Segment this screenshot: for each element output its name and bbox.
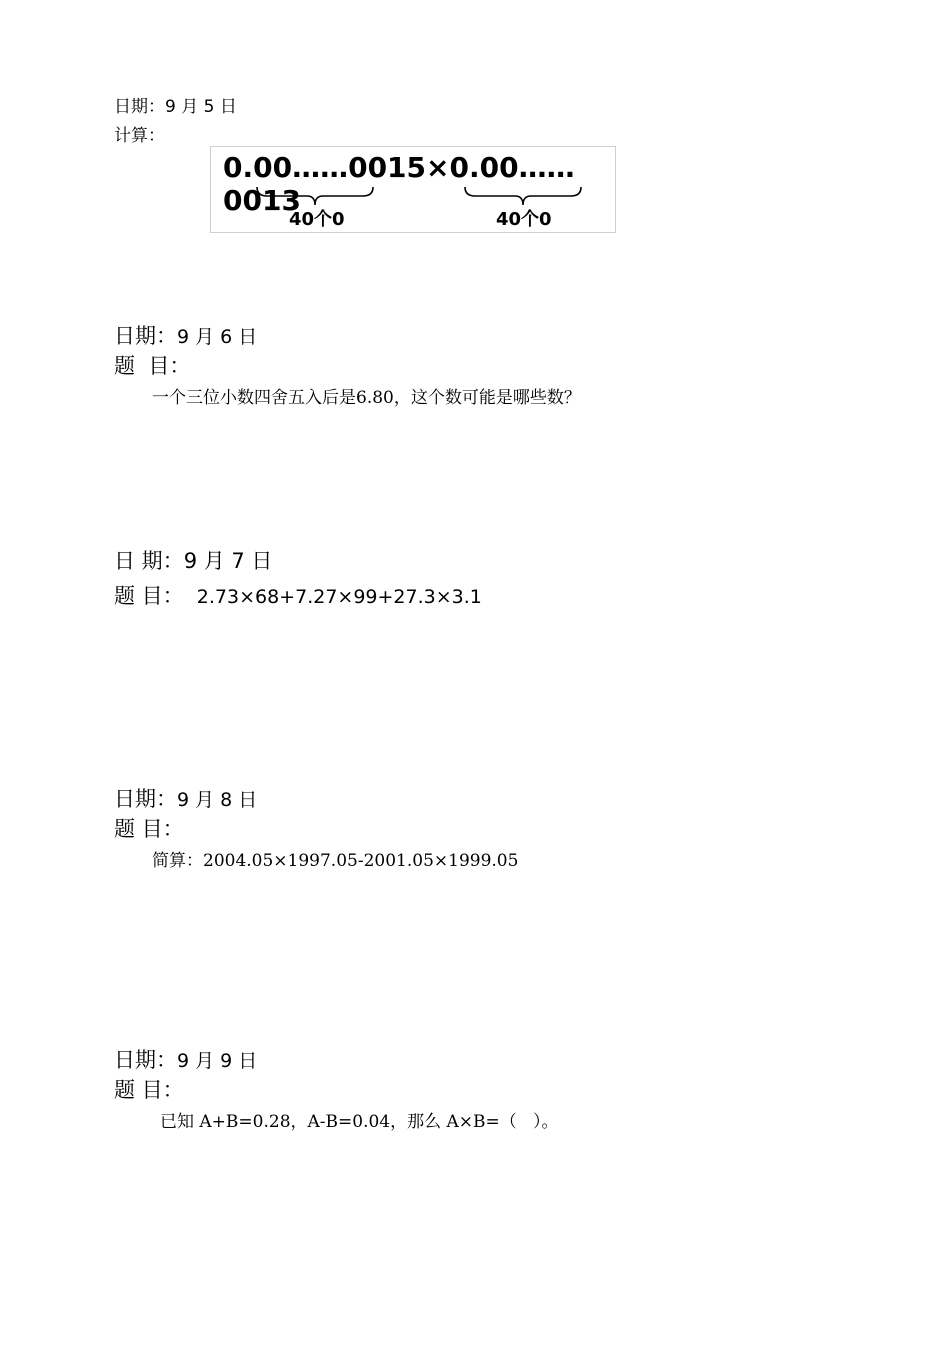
- date-value: 9 月 8 日: [177, 789, 258, 811]
- date-value: 9 月 5 日: [165, 97, 237, 117]
- date-label: 日期：: [114, 324, 177, 348]
- prompt-label: 题 目：: [114, 354, 191, 378]
- prompt-label: 题 目：: [114, 1078, 184, 1102]
- prompt-label: 题 目：: [114, 584, 184, 608]
- date-row: [114, 783, 257, 813]
- question-text: 简算：2004.05×1997.05-2001.05×1999.05: [152, 851, 519, 871]
- date-label: 日 期：: [114, 549, 184, 573]
- date-value: 9 月 9 日: [177, 1050, 258, 1072]
- left-brace-icon: [255, 185, 375, 207]
- date-label: 日期：: [114, 787, 177, 811]
- multiply-operator: ×: [426, 151, 450, 184]
- date-label: 日期：: [114, 97, 165, 117]
- right-brace-icon: [463, 185, 583, 207]
- date-row: [114, 92, 237, 117]
- question-text: 2.73×68+7.27×99+27.3×3.1: [196, 586, 482, 608]
- prompt-label: 计算：: [114, 126, 165, 146]
- prompt-row: [114, 580, 482, 610]
- date-row: [114, 1044, 257, 1074]
- date-row: [114, 320, 257, 350]
- date-value: 9 月 7 日: [183, 549, 273, 573]
- calculation-figure: [210, 146, 616, 233]
- right-number: 0.00……0013: [223, 151, 575, 217]
- prompt-label: 题 目：: [114, 817, 184, 841]
- date-row: [114, 545, 272, 575]
- figure-expression: [223, 151, 615, 217]
- left-number: 0.00……0015: [223, 151, 427, 184]
- left-brace-label: 40个0: [289, 209, 345, 230]
- right-brace-label: 40个0: [496, 209, 552, 230]
- question-text: 已知 A+B=0.28，A-B=0.04，那么 A×B=（ ）。: [160, 1112, 559, 1132]
- date-label: 日期：: [114, 1048, 177, 1072]
- date-value: 9 月 6 日: [177, 326, 258, 348]
- question-text: 一个三位小数四舍五入后是6.80，这个数可能是哪些数？: [152, 388, 581, 408]
